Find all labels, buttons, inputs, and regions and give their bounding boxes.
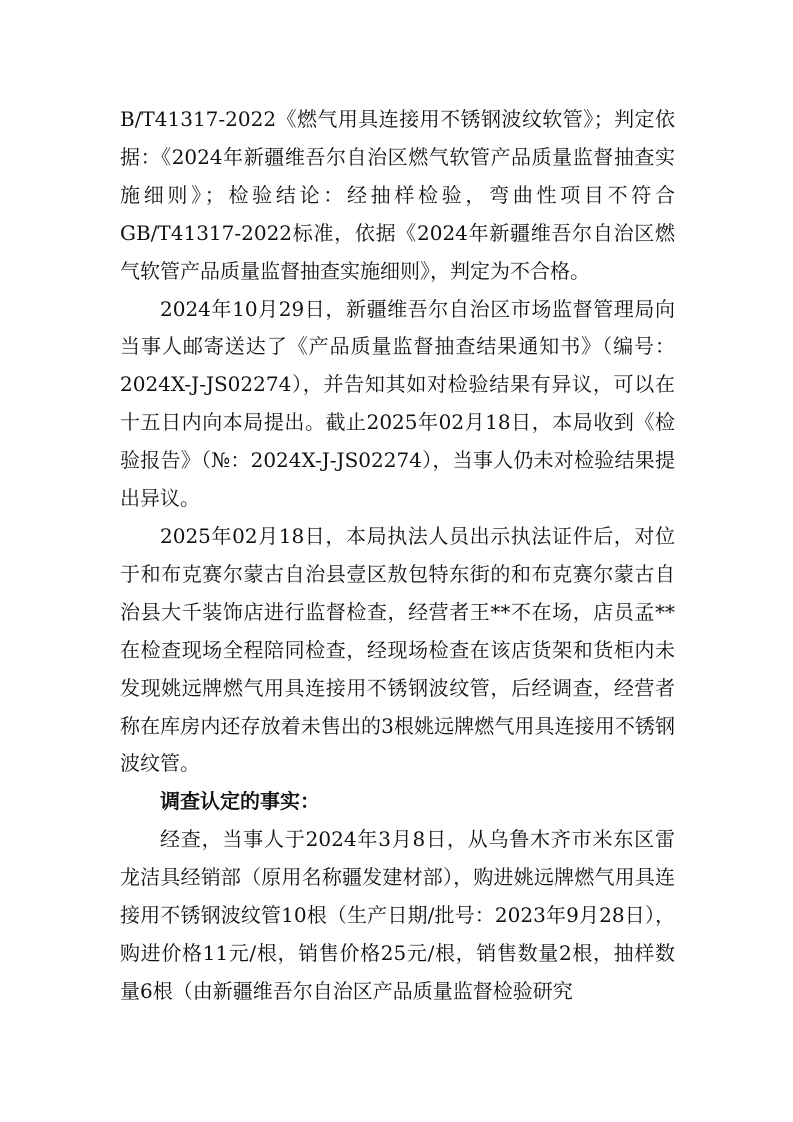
paragraph-notification: 2024年10月29日，新疆维吾尔自治区市场监督管理局向当事人邮寄送达了《产品质量监督抽查结果通知书》（编号：2024X-J-JS02274），并告知其如对检验结果有异议，可以在十五日内向本局提出。截止2025年02月18日，本局收到《检验报告》（№：2024X-J-JS02274），当事人仍未对检验结果提出异议。 — [120, 296, 675, 511]
section-heading-facts: 调查认定的事实： — [160, 789, 320, 814]
paragraph-site-inspection: 2025年02月18日，本局执法人员出示执法证件后，对位于和布克赛尔蒙古自治县壹区敖包特东街的和布克赛尔蒙古自治县大千装饰店进行监督检查，经营者王**不在场，店员孟**在检查现场全程陪同检查，经现场检查在该店货架和货柜内未发现姚远牌燃气用具连接用不锈钢波纹管，后经调查，经营者称在库房内还存放着未售出的3根姚远牌燃气用具连接用不锈钢波纹管。 — [120, 523, 675, 776]
paragraph-inspection-basis: B/T41317-2022《燃气用具连接用不锈钢波纹软管》；判定依据：《2024年新疆维吾尔自治区燃气软管产品质量监督抽查实施细则》；检验结论：经抽样检验，弯曲性项目不符合GB/T41317-2022标准，依据《2024年新疆维吾尔自治区燃气软管产品质量监督抽查实施细则》，判定为不合格。 — [120, 107, 675, 283]
paragraph-facts: 经查，当事人于2024年3月8日，从乌鲁木齐市米东区雷龙洁具经销部（原用名称疆发建材部），购进姚远牌燃气用具连接用不锈钢波纹管10根（生产日期/批号：2023年9月28日），购进价格11元/根，销售价格25元/根，销售数量2根，抽样数量6根（由新疆维吾尔自治区产品质量监督检验研究 — [120, 827, 675, 1003]
document-body — [120, 101, 675, 1011]
